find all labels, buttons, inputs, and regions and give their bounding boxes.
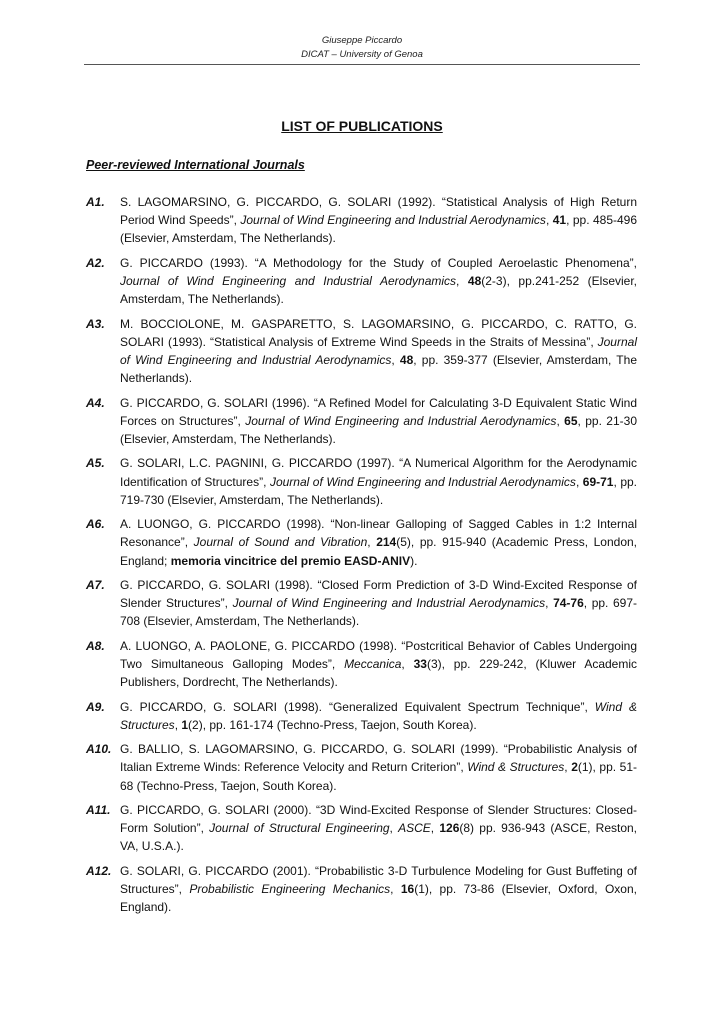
publication-separator: , — [430, 821, 440, 836]
publication-authors: M. BOCCIOLONE, M. GASPARETTO, S. LAGOMARSINO, G. PICCARDO, C. RATTO, G. SOLARI (1993). — [120, 316, 637, 349]
publication-code: A6. — [86, 517, 105, 532]
publication-separator: , — [390, 881, 401, 896]
publication-journal: Journal of Wind Engineering and Industrial Aerodynamics — [245, 413, 557, 428]
header-author: Giuseppe Piccardo — [321, 35, 403, 46]
publication-volume: 48 — [399, 353, 414, 367]
publication-item — [86, 637, 637, 692]
publication-separator: , — [575, 474, 583, 489]
section-heading: Peer-reviewed International Journals — [86, 158, 305, 172]
publication-authors: G. PICCARDO, G. SOLARI (1998). — [120, 699, 329, 714]
publication-authors: A. LUONGO, A. PAOLONE, G. PICCARDO (1998). — [120, 638, 402, 653]
publication-separator: , — [391, 353, 400, 367]
page-header — [84, 34, 640, 62]
publication-journal: Wind & Structures — [120, 699, 638, 732]
publication-item — [86, 698, 637, 734]
publication-item — [86, 315, 637, 388]
publication-volume: 126 — [439, 821, 460, 836]
publication-citation — [120, 315, 637, 388]
publication-details: (2-3), pp.241-252 (Elsevier, Amsterdam, The Netherlands). — [120, 274, 638, 307]
publication-code: A10. — [86, 742, 112, 757]
publication-citation — [120, 801, 637, 856]
publication-journal: Journal of Wind Engineering and Industrial Aerodynamics — [269, 474, 576, 489]
publication-details: (3), pp. 229-242, (Kluwer Academic Publishers, Dordrecht, The Netherlands). — [120, 656, 638, 690]
publication-title: “3D Wind-Excited Response of Slender Structures: Closed-Form Solution”, — [120, 802, 637, 836]
publication-journal: Journal of Wind Engineering and Industrial Aerodynamics — [240, 213, 546, 228]
publication-item — [86, 193, 637, 248]
publication-title: “Probabilistic 3-D Turbulence Modeling for Gust Buffeting of Structures”, — [120, 863, 638, 896]
publication-journal: Journal of Structural Engineering — [209, 821, 390, 836]
publication-authors: A. LUONGO, G. PICCARDO (1998). — [120, 517, 331, 532]
publication-volume: 74-76 — [553, 596, 584, 611]
publication-title: “A Methodology for the Study of Coupled Aeroelastic Phenomena”, — [254, 255, 637, 270]
publication-separator: , — [389, 821, 399, 836]
publication-details: (1), pp. 73-86 (Elsevier, Oxford, Oxon, England). — [120, 881, 637, 915]
publication-closing: ). — [410, 553, 418, 568]
publication-details: (8) pp. 936-943 (ASCE, Reston, VA, U.S.A.). — [120, 821, 638, 854]
publication-title: “A Numerical Algorithm for the Aerodynamic Identification of Structures”, — [120, 456, 637, 489]
publication-details: , pp. 359-377 (Elsevier, Amsterdam, The Netherlands). — [120, 353, 637, 386]
publication-code: A9. — [86, 699, 105, 714]
publication-authors: G. PICCARDO, G. SOLARI (2000). — [120, 802, 316, 817]
publication-item — [86, 801, 637, 856]
publication-details: (2), pp. 161-174 (Techno-Press, Taejon, South Korea). — [188, 717, 477, 732]
publication-authors: G. BALLIO, S. LAGOMARSINO, G. PICCARDO, G. SOLARI (1999). — [120, 742, 504, 757]
publication-authors: G. PICCARDO, G. SOLARI (1998). — [120, 577, 318, 592]
publication-separator: , — [456, 274, 468, 288]
publication-code: A11. — [86, 802, 111, 817]
publication-separator: , — [545, 596, 554, 611]
publication-volume: 2 — [571, 760, 578, 775]
publication-journal: Journal of Sound and Vibration — [193, 535, 368, 550]
publication-code: A12. — [86, 863, 112, 878]
publication-journal: Meccanica — [344, 656, 402, 671]
publication-volume: 69-71 — [582, 474, 614, 489]
publication-title: “A Refined Model for Calculating 3-D Equivalent Static Wind Forces on Structures”, — [120, 395, 637, 428]
publication-code: A5. — [86, 456, 105, 471]
publication-authors: G. SOLARI, L.C. PAGNINI, G. PICCARDO (1997). — [120, 456, 400, 471]
publication-details: , pp. 21-30 (Elsevier, Amsterdam, The Netherlands). — [120, 413, 637, 446]
publication-details: (5), pp. 915-940 (Academic Press, London, England; — [120, 535, 638, 568]
publication-code: A7. — [86, 577, 105, 592]
publication-citation — [120, 862, 637, 917]
publication-journal: Wind & Structures — [467, 760, 565, 775]
publication-journal: Journal of Wind Engineering and Industrial Aerodynamics — [120, 334, 637, 367]
publication-separator: , — [545, 213, 553, 228]
publication-separator: , — [564, 760, 572, 775]
publication-authors: G. SOLARI, G. PICCARDO (2001). — [120, 863, 316, 878]
publication-item — [86, 576, 637, 631]
publication-citation — [120, 740, 637, 795]
publication-item — [86, 454, 637, 509]
publication-citation — [120, 454, 637, 509]
publication-item — [86, 394, 637, 449]
publication-item — [86, 740, 637, 795]
publication-citation — [120, 394, 637, 449]
publication-citation — [120, 193, 637, 248]
publication-title: “Generalized Equivalent Spectrum Technique”, — [328, 699, 595, 714]
publication-title: “Statistical Analysis of Extreme Wind Speeds in the Straits of Messina”, — [209, 334, 598, 349]
publication-item — [86, 515, 637, 570]
publication-award-note: memoria vincitrice del premio EASD-ANIV — [170, 553, 411, 568]
publication-separator: , — [174, 717, 182, 732]
publication-citation — [120, 698, 637, 734]
publication-journal-series: ASCE — [398, 821, 431, 836]
page-title: LIST OF PUBLICATIONS — [281, 118, 443, 134]
publication-separator: , — [401, 656, 414, 671]
publication-authors: G. PICCARDO (1993). — [120, 255, 255, 270]
header-rule — [84, 64, 640, 65]
publication-authors: G. PICCARDO, G. SOLARI (1996). — [120, 395, 314, 410]
publication-journal: Journal of Wind Engineering and Industrial Aerodynamics — [232, 596, 546, 611]
publication-code: A3. — [86, 316, 105, 331]
publication-citation — [120, 576, 637, 631]
publication-citation — [120, 637, 637, 692]
publication-journal: Probabilistic Engineering Mechanics — [189, 881, 391, 896]
publication-separator: , — [556, 413, 565, 428]
publication-title: “Non-linear Galloping of Sagged Cables in 1:2 Internal Resonance”, — [120, 517, 637, 550]
publication-journal: Journal of Wind Engineering and Industrial Aerodynamics — [120, 274, 457, 288]
publication-separator: , — [367, 535, 377, 550]
publication-item — [86, 862, 637, 917]
publication-details: , pp. 719-730 (Elsevier, Amsterdam, The Netherlands). — [120, 474, 638, 507]
publication-volume: 41 — [552, 213, 567, 228]
publication-code: A8. — [86, 638, 105, 653]
publication-item — [86, 254, 637, 309]
publication-citation — [120, 254, 637, 309]
publication-volume: 48 — [467, 274, 482, 288]
publication-volume: 33 — [413, 656, 427, 671]
publication-volume: 1 — [181, 717, 189, 732]
publication-code: A4. — [86, 395, 105, 410]
publication-code: A2. — [86, 255, 105, 270]
publication-volume: 214 — [376, 535, 397, 550]
publication-details: , pp. 697-708 (Elsevier, Amsterdam, The Netherlands). — [120, 596, 637, 629]
publication-title: “Postcritical Behavior of Cables Undergoing Two Simultaneous Galloping Modes”, — [120, 638, 637, 671]
publication-title: “Closed Form Prediction of 3-D Wind-Excited Response of Slender Structures”, — [120, 577, 637, 611]
publication-title: “Probabilistic Analysis of Italian Extreme Winds: Reference Velocity and Return Criterion”, — [120, 742, 637, 775]
publication-title: “Statistical Analysis of High Return Period Wind Speeds”, — [120, 195, 637, 228]
publication-code: A1. — [86, 195, 105, 209]
header-affiliation: DICAT – University of Genoa — [301, 49, 423, 60]
publication-volume: 65 — [564, 413, 578, 428]
publication-details: (1), pp. 51-68 (Techno-Press, Taejon, South Korea). — [120, 760, 638, 793]
publication-authors: S. LAGOMARSINO, G. PICCARDO, G. SOLARI (1992). — [120, 195, 442, 209]
publication-citation — [120, 515, 637, 570]
publication-volume: 16 — [400, 881, 415, 896]
publication-details: , pp. 485-496 (Elsevier, Amsterdam, The Netherlands). — [120, 213, 638, 246]
publication-list — [86, 193, 637, 923]
